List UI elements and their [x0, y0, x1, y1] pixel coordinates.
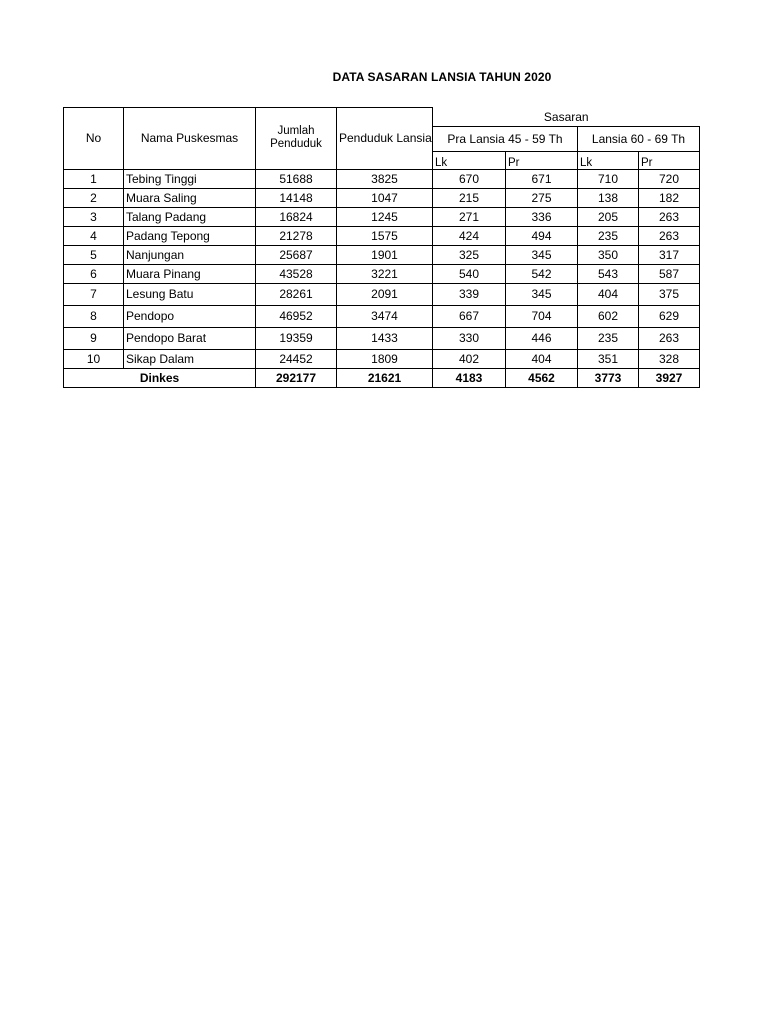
cell-pra-pr: 542 [506, 264, 578, 283]
col-header-penduduk-lansia: Penduduk Lansia [337, 108, 433, 170]
cell-pra-pr: 345 [506, 245, 578, 264]
col-header-lansia: Lansia 60 - 69 Th [578, 126, 700, 151]
cell-lan-lk: 138 [578, 188, 639, 207]
total-jumlah: 292177 [256, 368, 337, 387]
cell-pra-lk: 325 [433, 245, 506, 264]
cell-lansia: 1047 [337, 188, 433, 207]
col-header-lansia-pr: Pr [639, 151, 700, 169]
table-row [64, 327, 700, 349]
col-header-pra-lansia: Pra Lansia 45 - 59 Th [433, 126, 578, 151]
cell-lansia: 1809 [337, 349, 433, 368]
document-title: DATA SASARAN LANSIA TAHUN 2020 [332, 70, 552, 84]
table-row [64, 305, 700, 327]
cell-lan-pr: 317 [639, 245, 700, 264]
cell-nama: Padang Tepong [124, 226, 256, 245]
cell-lan-lk: 710 [578, 169, 639, 188]
table-row [64, 245, 700, 264]
cell-nama: Pendopo Barat [124, 327, 256, 349]
cell-lansia: 1245 [337, 207, 433, 226]
table-row [64, 188, 700, 207]
sasaran-lansia-table [63, 107, 700, 388]
cell-pra-pr: 446 [506, 327, 578, 349]
cell-lan-lk: 235 [578, 327, 639, 349]
cell-nama: Pendopo [124, 305, 256, 327]
cell-nama: Lesung Batu [124, 283, 256, 305]
cell-jumlah: 46952 [256, 305, 337, 327]
total-row [64, 368, 700, 387]
cell-jumlah: 43528 [256, 264, 337, 283]
cell-jumlah: 28261 [256, 283, 337, 305]
cell-lansia: 1433 [337, 327, 433, 349]
cell-lansia: 1901 [337, 245, 433, 264]
cell-lan-lk: 351 [578, 349, 639, 368]
cell-lan-pr: 182 [639, 188, 700, 207]
cell-nama: Talang Padang [124, 207, 256, 226]
cell-no: 10 [64, 349, 124, 368]
cell-lansia: 3474 [337, 305, 433, 327]
total-pra-lk: 4183 [433, 368, 506, 387]
cell-jumlah: 25687 [256, 245, 337, 264]
cell-lan-pr: 375 [639, 283, 700, 305]
cell-jumlah: 19359 [256, 327, 337, 349]
cell-lan-pr: 328 [639, 349, 700, 368]
cell-nama: Muara Pinang [124, 264, 256, 283]
col-header-jumlah-penduduk [256, 108, 337, 170]
cell-lan-pr: 263 [639, 327, 700, 349]
cell-nama: Muara Saling [124, 188, 256, 207]
cell-pra-pr: 704 [506, 305, 578, 327]
cell-jumlah: 16824 [256, 207, 337, 226]
cell-nama: Tebing Tinggi [124, 169, 256, 188]
col-header-pra-pr: Pr [506, 151, 578, 169]
total-lansia: 21621 [337, 368, 433, 387]
cell-nama: Sikap Dalam [124, 349, 256, 368]
cell-jumlah: 21278 [256, 226, 337, 245]
total-label: Dinkes [64, 368, 256, 387]
cell-no: 7 [64, 283, 124, 305]
cell-pra-lk: 271 [433, 207, 506, 226]
cell-pra-pr: 671 [506, 169, 578, 188]
cell-pra-lk: 402 [433, 349, 506, 368]
cell-no: 5 [64, 245, 124, 264]
cell-no: 1 [64, 169, 124, 188]
cell-no: 4 [64, 226, 124, 245]
cell-nama: Nanjungan [124, 245, 256, 264]
cell-pra-pr: 275 [506, 188, 578, 207]
jumlah-penduduk-line1: Jumlah [277, 125, 315, 138]
cell-no: 8 [64, 305, 124, 327]
total-pra-pr: 4562 [506, 368, 578, 387]
cell-lan-pr: 263 [639, 207, 700, 226]
total-lan-pr: 3927 [639, 368, 700, 387]
cell-lan-lk: 543 [578, 264, 639, 283]
cell-jumlah: 51688 [256, 169, 337, 188]
cell-lan-lk: 404 [578, 283, 639, 305]
cell-no: 2 [64, 188, 124, 207]
cell-pra-lk: 540 [433, 264, 506, 283]
cell-lan-lk: 235 [578, 226, 639, 245]
cell-lansia: 3825 [337, 169, 433, 188]
cell-pra-lk: 424 [433, 226, 506, 245]
header-row-1 [64, 108, 700, 127]
col-header-sasaran: Sasaran [433, 108, 700, 127]
cell-lan-pr: 263 [639, 226, 700, 245]
col-header-pra-lk: Lk [433, 151, 506, 169]
jumlah-penduduk-line2: Penduduk [270, 138, 322, 151]
cell-lan-lk: 350 [578, 245, 639, 264]
cell-pra-pr: 345 [506, 283, 578, 305]
table-row [64, 283, 700, 305]
cell-pra-pr: 404 [506, 349, 578, 368]
cell-lan-pr: 629 [639, 305, 700, 327]
table-row [64, 169, 700, 188]
cell-no: 9 [64, 327, 124, 349]
table-row [64, 207, 700, 226]
cell-lansia: 3221 [337, 264, 433, 283]
table-row [64, 349, 700, 368]
cell-pra-lk: 667 [433, 305, 506, 327]
cell-pra-lk: 330 [433, 327, 506, 349]
cell-pra-pr: 336 [506, 207, 578, 226]
cell-lansia: 2091 [337, 283, 433, 305]
table-row [64, 226, 700, 245]
table-row [64, 264, 700, 283]
cell-lansia: 1575 [337, 226, 433, 245]
cell-pra-lk: 215 [433, 188, 506, 207]
col-header-lansia-lk: Lk [578, 151, 639, 169]
cell-pra-lk: 670 [433, 169, 506, 188]
cell-pra-lk: 339 [433, 283, 506, 305]
cell-jumlah: 14148 [256, 188, 337, 207]
cell-lan-pr: 720 [639, 169, 700, 188]
cell-no: 3 [64, 207, 124, 226]
cell-no: 6 [64, 264, 124, 283]
total-lan-lk: 3773 [578, 368, 639, 387]
cell-lan-lk: 602 [578, 305, 639, 327]
cell-pra-pr: 494 [506, 226, 578, 245]
cell-lan-lk: 205 [578, 207, 639, 226]
col-header-no: No [64, 108, 124, 170]
cell-jumlah: 24452 [256, 349, 337, 368]
cell-lan-pr: 587 [639, 264, 700, 283]
col-header-nama-puskesmas: Nama Puskesmas [124, 108, 256, 170]
